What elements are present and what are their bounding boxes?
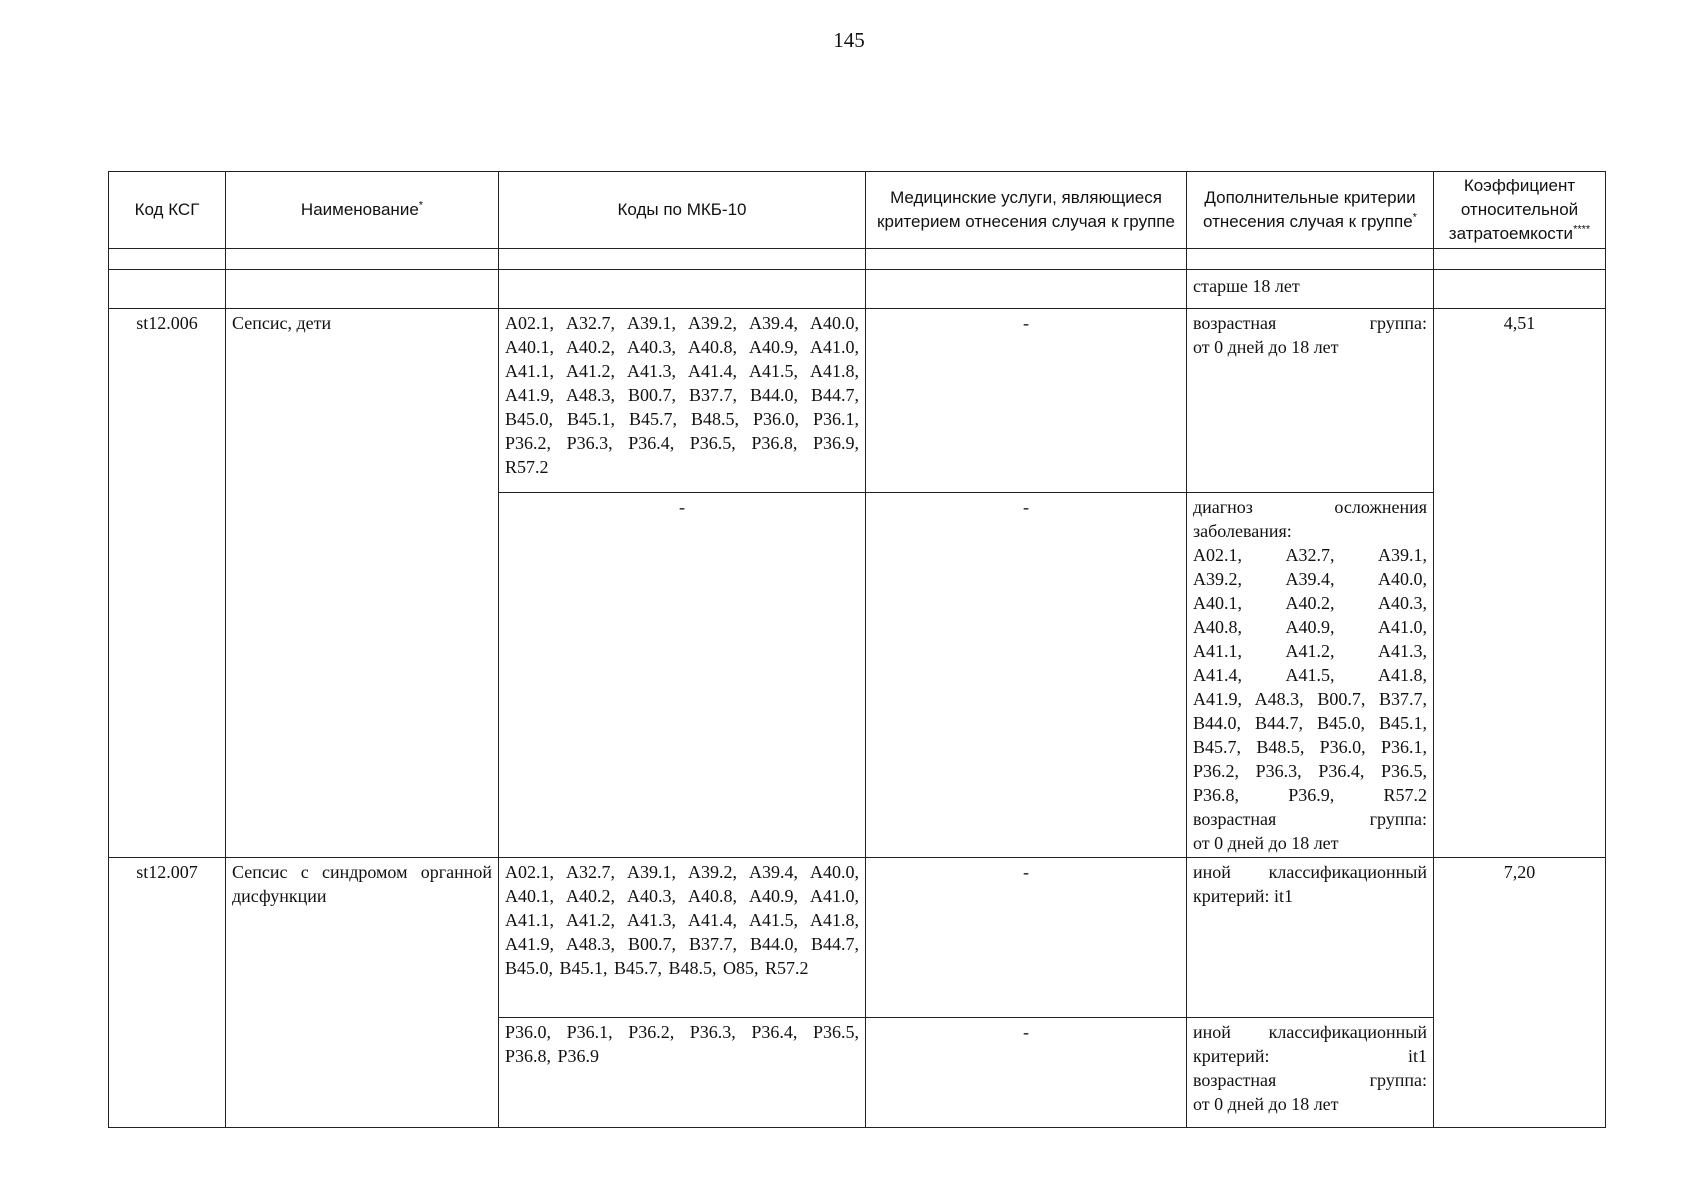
criteria-line: P36.2, P36.3, P36.4, P36.5, — [1193, 761, 1427, 781]
criteria-line: от 0 дней до 18 лет — [1193, 337, 1339, 357]
criteria-line: иной классификационный — [1193, 862, 1427, 882]
coefficient-cell: 4,51 — [1434, 309, 1606, 858]
header-coef-footnote-mark: **** — [1573, 223, 1591, 236]
extra-criteria-cell — [1187, 858, 1434, 1018]
services-cell: - — [866, 493, 1187, 858]
table-row — [109, 858, 1606, 1018]
criteria-line: критерий: it1 — [1193, 886, 1294, 906]
extra-criteria-cell — [1187, 1018, 1434, 1128]
criteria-line: возрастная группа: — [1193, 313, 1427, 333]
criteria-line: A40.8, A40.9, A41.0, — [1193, 617, 1427, 637]
header-name: Наименование* — [226, 172, 499, 249]
criteria-line: иной классификационный — [1193, 1022, 1427, 1042]
ksg-name-cell: Сепсис с синдромом органной дисфункции — [226, 858, 499, 1128]
header-name-footnote-mark: * — [418, 199, 424, 212]
extra-criteria-cell — [1187, 493, 1434, 858]
criteria-line: A40.1, A40.2, A40.3, — [1193, 593, 1427, 613]
criteria-line: от 0 дней до 18 лет — [1193, 1094, 1339, 1114]
criteria-line: B45.7, B48.5, P36.0, P36.1, — [1193, 737, 1427, 757]
criteria-line: A02.1, A32.7, A39.1, — [1193, 545, 1427, 565]
icd-codes-cell: A02.1, A32.7, A39.1, A39.2, A39.4, A40.0, A40.1, A40.2, A40.3, A40.8, A40.9, A41.0, A41.1, A41.2, A41.3, A41.4, A41.5, A41.8, A41.9, A48.3, B00.7, B37.7, B44.0, B44.7, B45.0, B45.1, B45.7, B48.5, O85, R57.2 — [499, 858, 866, 1018]
header-extra-criteria: Дополнительные критерии отнесения случая к группе* — [1187, 172, 1434, 249]
header-medical-services: Медицинские услуги, являющиеся критерием отнесения случая к группе — [866, 172, 1187, 249]
ksg-code-cell: st12.006 — [109, 309, 226, 858]
header-code: Код КСГ — [109, 172, 226, 249]
services-cell: - — [866, 1018, 1187, 1128]
services-cell: - — [866, 309, 1187, 493]
criteria-line: A39.2, A39.4, A40.0, — [1193, 569, 1427, 589]
icd-codes-cell: P36.0, P36.1, P36.2, P36.3, P36.4, P36.5, P36.8, P36.9 — [499, 1018, 866, 1128]
page-number: 145 — [833, 28, 865, 52]
criteria-line: A41.9, A48.3, B00.7, B37.7, — [1193, 689, 1427, 709]
coefficient-cell: 7,20 — [1434, 858, 1606, 1128]
criteria-line: заболевания: — [1193, 521, 1292, 541]
icd-codes-cell: - — [499, 493, 866, 858]
ksg-table — [108, 171, 1606, 1128]
criteria-line: диагноз осложнения — [1193, 497, 1427, 517]
criteria-line: критерий: it1 — [1193, 1046, 1427, 1066]
extra-criteria-cell — [1187, 309, 1434, 493]
criteria-line: возрастная группа: — [1193, 1070, 1427, 1090]
ksg-code-cell: st12.007 — [109, 858, 226, 1128]
criteria-line: A41.4, A41.5, A41.8, — [1193, 665, 1427, 685]
ksg-name-cell: Сепсис, дети — [226, 309, 499, 858]
icd-codes-cell: A02.1, A32.7, A39.1, A39.2, A39.4, A40.0, A40.1, A40.2, A40.3, A40.8, A40.9, A41.0, A41.1, A41.2, A41.3, A41.4, A41.5, A41.8, A41.9, A48.3, B00.7, B37.7, B44.0, B44.7, B45.0, B45.1, B45.7, B48.5, P36.0, P36.1, P36.2, P36.3, P36.4, P36.5, P36.8, P36.9, R57.2 — [499, 309, 866, 493]
criteria-line: от 0 дней до 18 лет — [1193, 833, 1339, 853]
header-extra-footnote-mark: * — [1412, 211, 1417, 224]
criteria-line: P36.8, P36.9, R57.2 — [1193, 785, 1427, 805]
continuation-row — [109, 270, 1606, 309]
table-row — [109, 309, 1606, 493]
header-icd-codes: Коды по МКБ-10 — [499, 172, 866, 249]
criteria-line: B44.0, B44.7, B45.0, B45.1, — [1193, 713, 1427, 733]
services-cell: - — [866, 858, 1187, 1018]
continuation-extra-criteria: старше 18 лет — [1187, 270, 1434, 309]
criteria-line: A41.1, A41.2, A41.3, — [1193, 641, 1427, 661]
criteria-line: возрастная группа: — [1193, 809, 1427, 829]
header-spacer-row — [109, 249, 1606, 270]
header-coefficient: Коэффициент относительной затратоемкости**** — [1434, 172, 1606, 249]
header-row — [109, 172, 1606, 249]
